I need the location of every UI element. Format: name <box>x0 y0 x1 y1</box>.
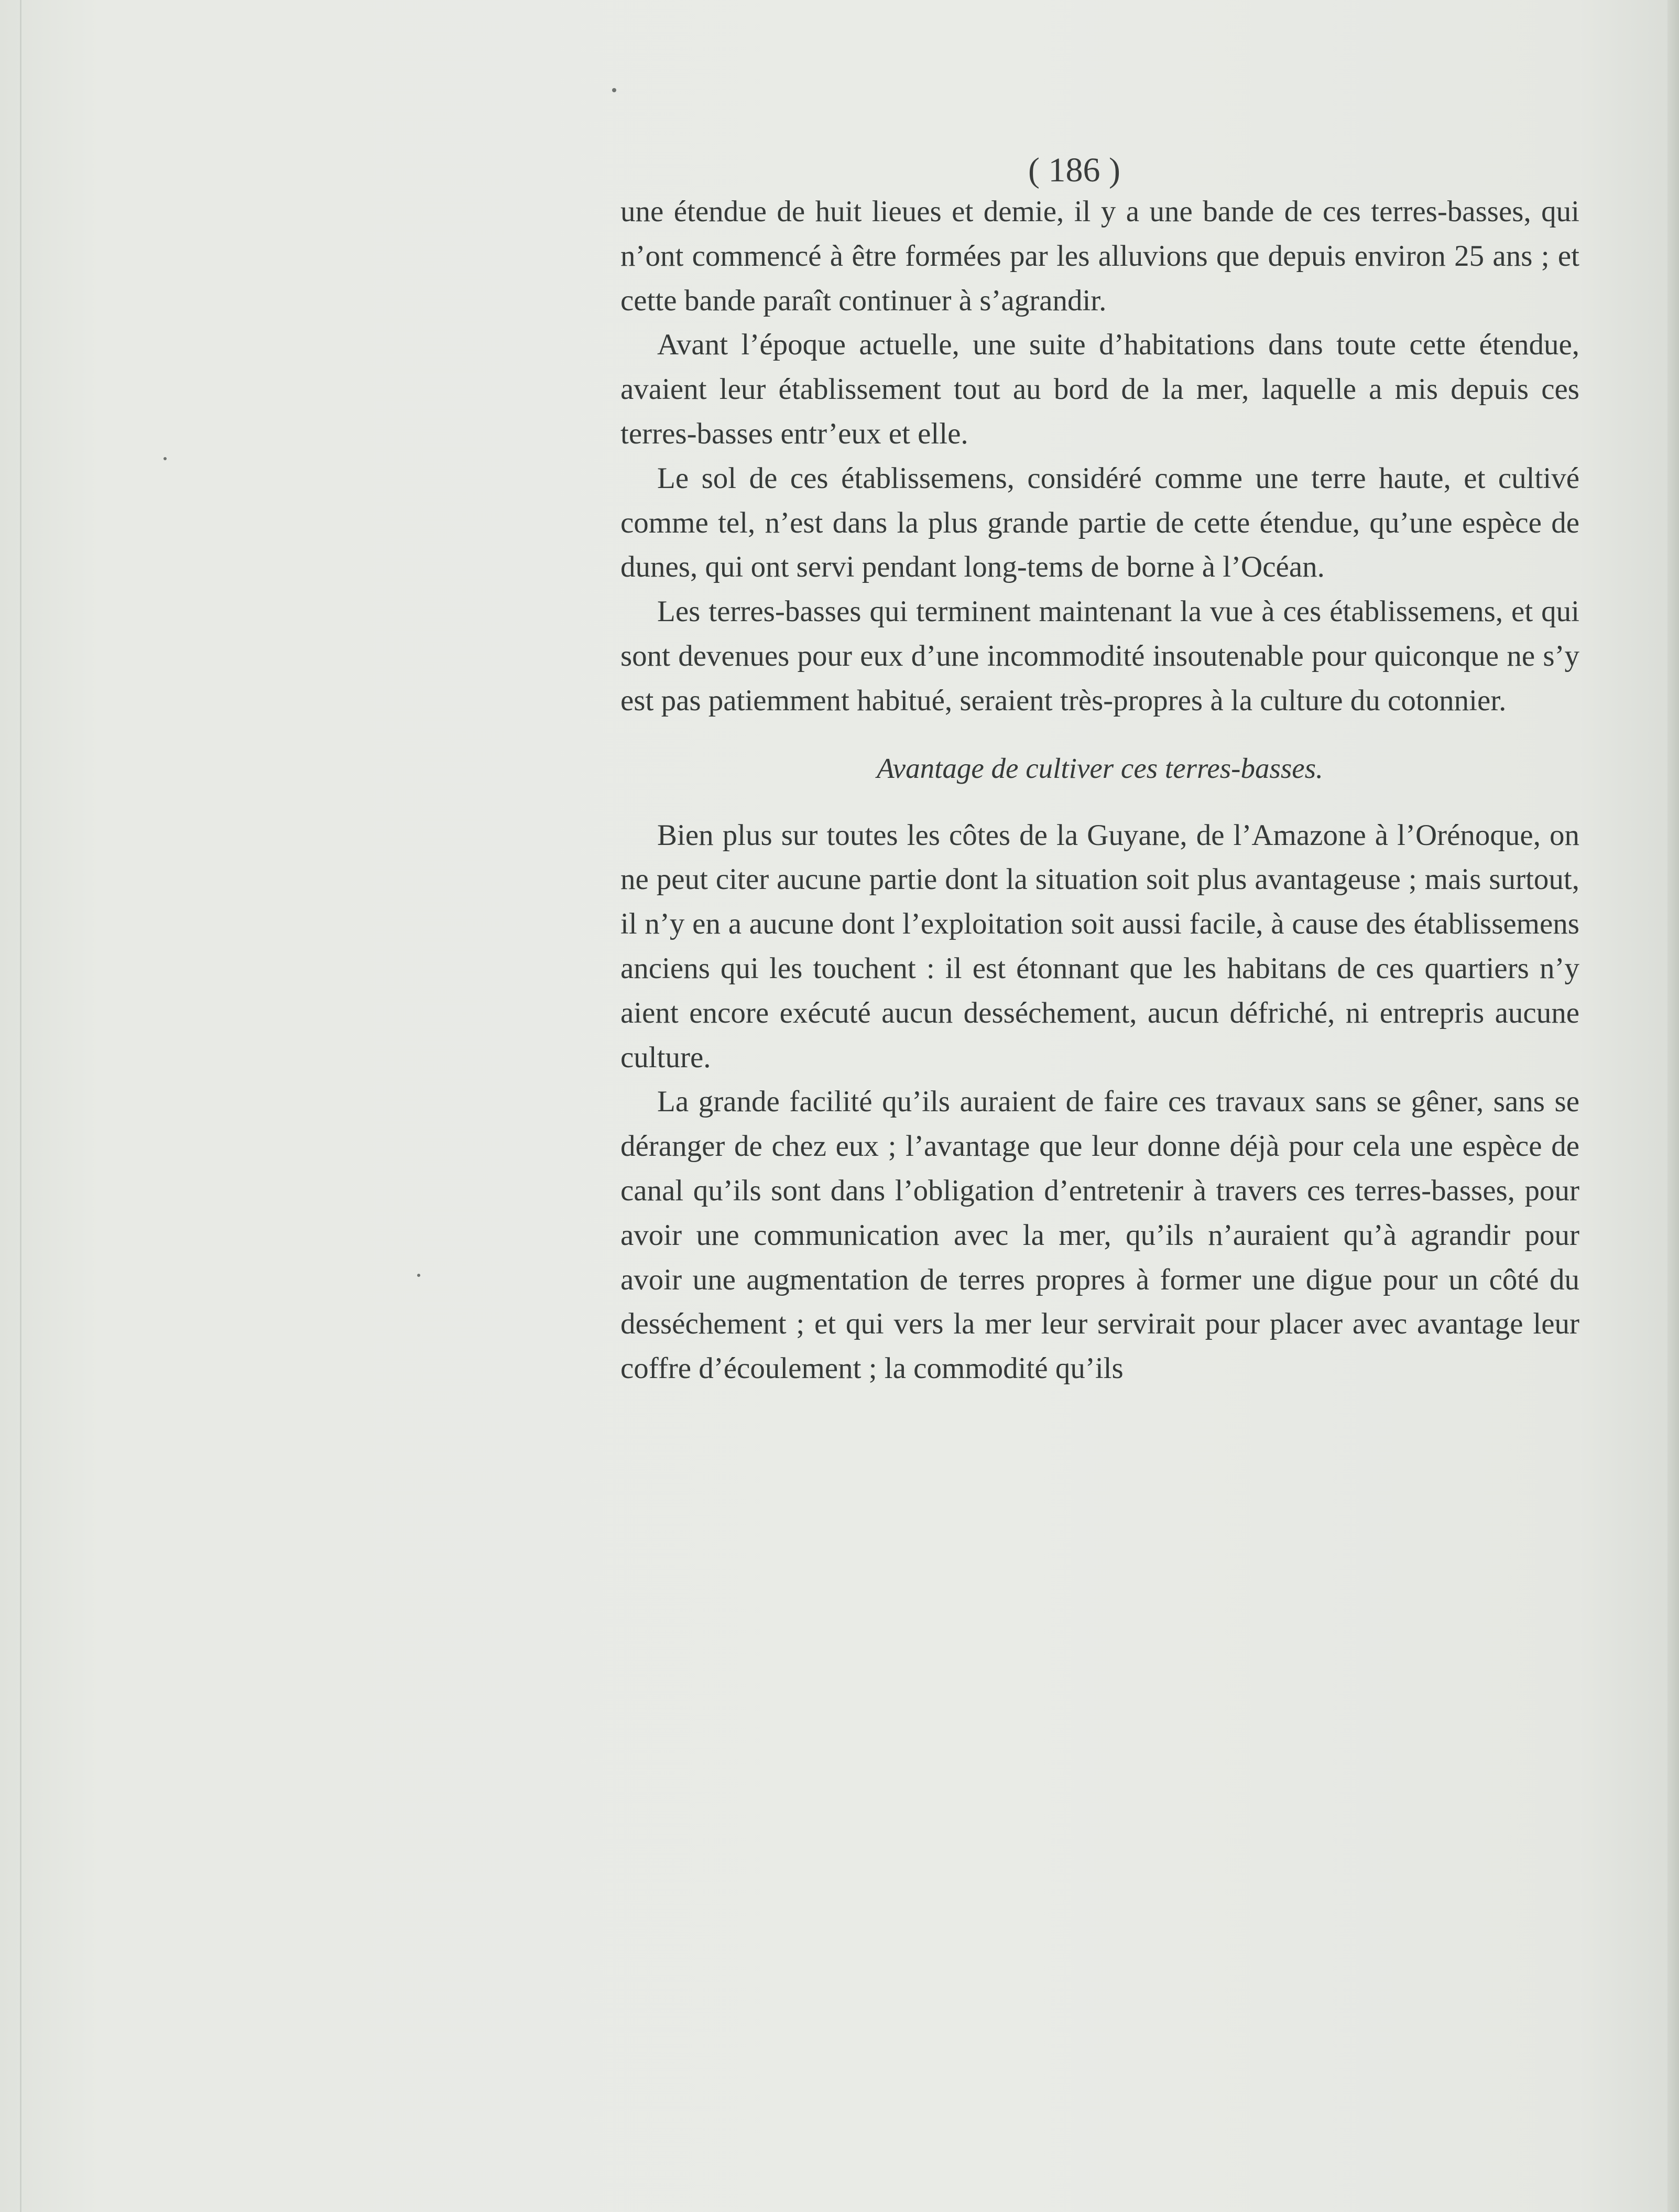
page-number: ( 186 ) <box>1028 151 1120 189</box>
paragraph: Bien plus sur toutes les côtes de la Guyane, de l’Amazone à l’Orénoque, on ne peut citer aucune partie dont la situation soit plus avantageuse ; mais surtout, il n’y en a aucune dont l’exploitation soit aussi facile, à cause des établissemens anciens qui les touchent : il est étonnant que les habitans de ces quartiers n’y aient encore exécuté aucun desséchement, aucun défriché, ni entrepris aucune culture. <box>620 818 1579 1074</box>
ink-speck <box>612 88 616 92</box>
paragraph: Les terres-basses qui terminent maintenant la vue à ces établissemens, et qui sont devenues pour eux d’une incommodité insoutenable pour quiconque ne s’y est pas patiemment habitué, seraient très-propres à la culture du cotonnier. <box>620 595 1579 717</box>
section-subtitle: Avantage de cultiver ces terres-basses. <box>877 752 1323 784</box>
ink-speck <box>163 457 167 460</box>
page-body <box>620 190 1579 1391</box>
bleed-through-smudge <box>645 1620 1043 1646</box>
paragraph: une étendue de huit lieues et demie, il y a une bande de ces terres-basses, qui n’ont commencé à être formées par les alluvions que depuis environ 25 ans ; et cette bande paraît continuer à s’agrandir. <box>620 195 1579 317</box>
paragraph: Avant l’époque actuelle, une suite d’habitations dans toute cette étendue, avaient leur établissement tout au bord de la mer, laquelle a mis depuis ces terres-basses entr’eux et elle. <box>620 328 1579 450</box>
paragraph: La grande facilité qu’ils auraient de faire ces travaux sans se gêner, sans se déranger de chez eux ; l’avantage que leur donne déjà pour cela une espèce de canal qu’ils sont dans l’obligation d’entretenir à travers ces terres-basses, pour avoir une communication avec la mer, qu’ils n’auraient qu’à agrandir pour avoir une augmentation de terres propres à former une digue pour un côté du desséchement ; et qui vers la mer leur servirait pour placer avec avantage leur coffre d’écoulement ; la commodité qu’ils <box>620 1085 1579 1385</box>
paragraph: Le sol de ces établissemens, considéré comme une terre haute, et cultivé comme tel, n’est dans la plus grande partie de cette étendue, qu’une espèce de dunes, qui ont servi pendant long-tems de borne à l’Océan. <box>620 461 1579 584</box>
page-right-edge <box>1667 0 1679 2212</box>
ink-speck <box>417 1274 420 1277</box>
page-fold-line <box>20 0 21 2212</box>
